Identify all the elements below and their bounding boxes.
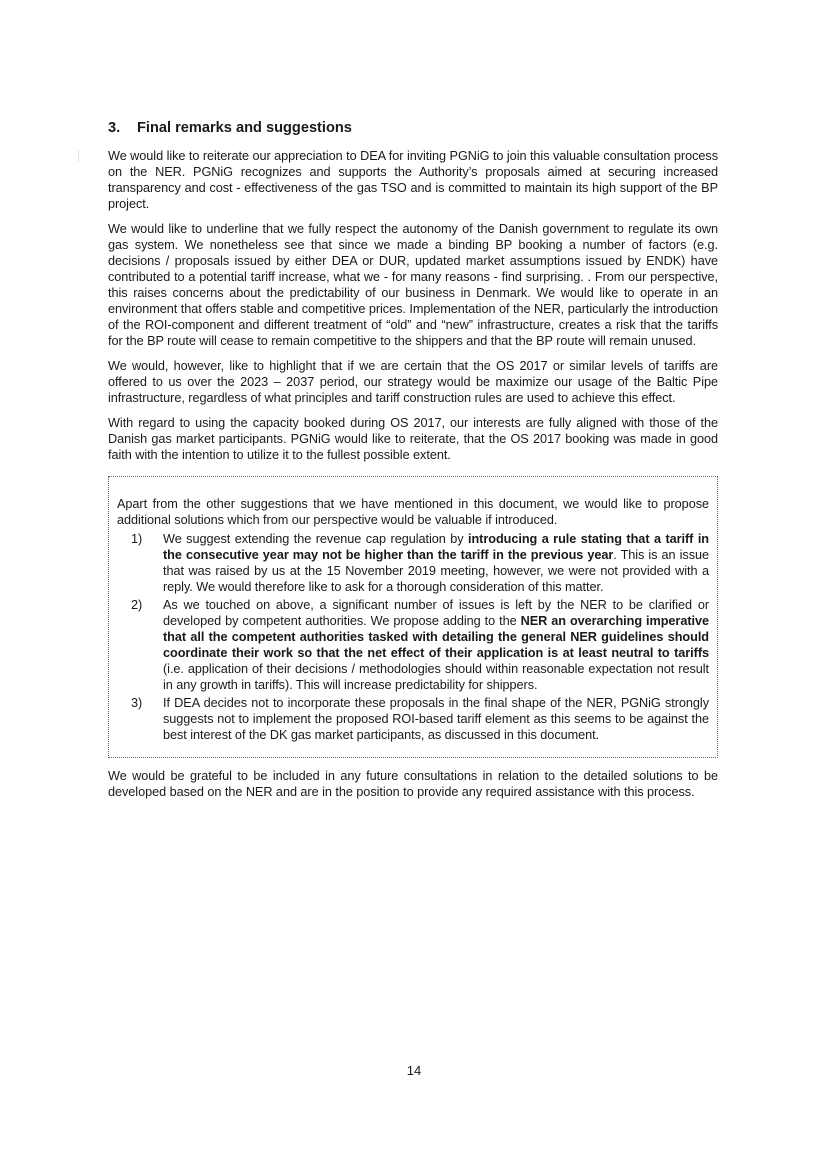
- list-item: [117, 597, 709, 693]
- item-emphasis: NER an overarching imperative that all the competent authorities tasked with detailing the general NER guidelines should coordinate their work so that the net effect of their application is at least neutral to tariffs: [163, 614, 709, 660]
- document-page: [108, 118, 718, 809]
- item-text-end: . This is an issue that was raised by us at the 15 November 2019 meeting, however, we were not provided with a reply. We would therefore like to ask for a thorough consideration of this matter.: [163, 548, 709, 594]
- proposals-intro: Apart from the other suggestions that we have mentioned in this document, we would like to propose additional solutions which from our perspective would be valuable if introduced.: [117, 497, 709, 527]
- margin-mark: [78, 150, 79, 162]
- page-number: 14: [406, 1063, 422, 1078]
- paragraph-appreciation: We would like to reiterate our appreciation to DEA for inviting PGNiG to join this valuable consultation process on the NER. PGNiG recognizes and supports the Authority’s proposals aimed at securing increased transparency and cost - effectiveness of the gas TSO and is committed to maintain its high support of the BP project.: [108, 149, 718, 211]
- item-emphasis: introducing a rule stating that a tariff in the consecutive year may not be higher than the tariff in the previous year: [163, 532, 709, 562]
- item-text: If DEA decides not to incorporate these proposals in the final shape of the NER, PGNiG strongly suggests not to implement the proposed ROI-based tariff element as this seems to be against the best interest of the DK gas market participants, as discussed in this document.: [163, 696, 709, 742]
- item-text: As we touched on above, a significant number of issues is left by the NER to be clarified or developed by competent authorities. We propose adding to the: [163, 598, 709, 628]
- list-marker: 2): [131, 598, 143, 612]
- paragraph-autonomy: We would like to underline that we fully respect the autonomy of the Danish government to regulate its own gas system. We nonetheless see that since we made a binding BP booking a number of factors (e.g. decisions / proposals issued by either DEA or DUR, updated market assumptions issued by ENDK) have contributed to a potential tariff increase, what we - for many reasons - find surprising. . From our perspective, this raises concerns about the predictability of our business in Denmark. We would like to operate in an environment that offers stable and competitive prices. Implementation of the NER, particularly the introduction of the ROI-component and different treatment of “old” and “new” infrastructure, creates a risk that the tariffs for the BP route will cease to remain competitive to the shippers and that the BP route will remain unused.: [108, 222, 718, 348]
- section-number: 3.: [108, 120, 121, 136]
- proposals-box: [108, 476, 718, 758]
- list-item: [117, 695, 709, 743]
- item-text: We suggest extending the revenue cap regulation by: [163, 532, 468, 546]
- paragraph-strategy: We would, however, like to highlight that if we are certain that the OS 2017 or similar levels of tariffs are offered to us over the 2023 – 2037 period, our strategy would be maximize our usage of the Baltic Pipe infrastructure, regardless of what principles and tariff construction rules are used to achieve this effect.: [108, 359, 718, 405]
- paragraph-capacity: With regard to using the capacity booked during OS 2017, our interests are fully aligned with those of the Danish gas market participants. PGNiG would like to reiterate, that the OS 2017 booking was made in good faith with the intention to utilize it to the fullest possible extent.: [108, 416, 718, 462]
- section-heading: [108, 118, 718, 138]
- proposals-list: [117, 531, 709, 743]
- list-marker: 3): [131, 696, 143, 710]
- item-text-end: (i.e. application of their decisions / methodologies should within reasonable expectation not result in any growth in tariffs). This will increase predictability for shippers.: [163, 662, 709, 692]
- list-item: [117, 531, 709, 595]
- section-title: Final remarks and suggestions: [137, 120, 352, 136]
- list-marker: 1): [131, 532, 143, 546]
- paragraph-closing: We would be grateful to be included in any future consultations in relation to the detailed solutions to be developed based on the NER and are in the position to provide any required assistance with this process.: [108, 769, 718, 799]
